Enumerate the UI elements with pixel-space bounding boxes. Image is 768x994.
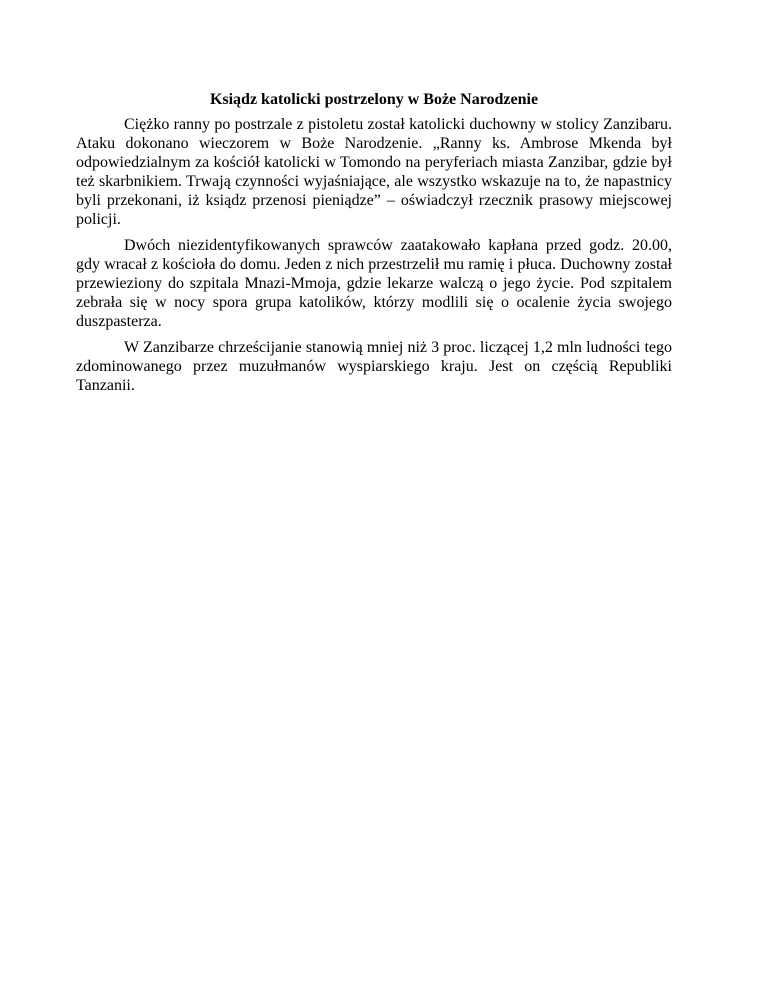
article-paragraph-1: Ciężko ranny po postrzale z pistoletu został katolicki duchowny w stolicy Zanzibaru. Ataku dokonano wieczorem w Boże Narodzenie. „Ranny ks. Ambrose Mkenda był odpowiedzialnym za kościół katolicki w Tomondo na peryferiach miasta Zanzibar, gdzie był też skarbnikiem. Trwają czynności wyjaśniające, ale wszystko wskazuje na to, że napastnicy byli przekonani, iż ksiądz przenosi pieniądze” – oświadczył rzecznik prasowy miejscowej policji. bbox=[76, 116, 672, 228]
article-paragraph-2: Dwóch niezidentyfikowanych sprawców zaatakowało kapłana przed godz. 20.00, gdy wracał z kościoła do domu. Jeden z nich przestrzelił mu ramię i płuca. Duchowny został przewieziony do szpitala Mnazi-Mmoja, gdzie lekarze walczą o jego życie. Pod szpitalem zebrała się w nocy spora grupa katolików, którzy modlili się o ocalenie życia swojego duszpasterza. bbox=[76, 237, 672, 330]
article-title: Ksiądz katolicki postrzelony w Boże Narodzenie bbox=[209, 91, 539, 108]
document-page bbox=[76, 90, 672, 402]
article-paragraph-3: W Zanzibarze chrześcijanie stanowią mniej niż 3 proc. liczącej 1,2 mln ludności tego zdominowanego przez muzułmanów wyspiarskiego kraju. Jest on częścią Republiki Tanzanii. bbox=[76, 339, 672, 394]
